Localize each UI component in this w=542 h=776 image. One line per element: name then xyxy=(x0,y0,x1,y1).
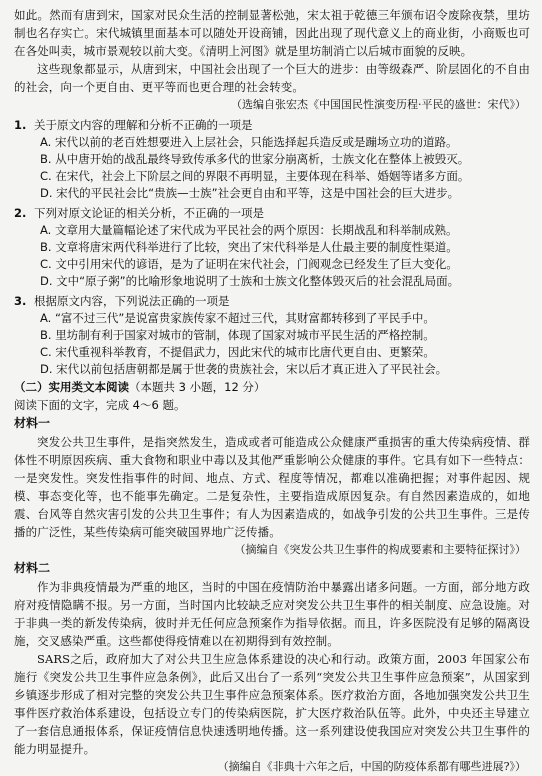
section-heading xyxy=(14,378,530,396)
question-1 xyxy=(14,116,530,202)
option-a: A. “富不过三代”是说富贵家族传家不超过三代，其财富都转移到了平民手中。 xyxy=(40,311,435,325)
question-number: 2. xyxy=(14,206,27,220)
section-title: （二）实用类文本阅读 xyxy=(14,380,129,394)
material-2-label: 材料二 xyxy=(14,561,51,575)
material-2-paragraph: 作为非典疫情最为严重的地区，当时的中国在疫情防治中暴露出诸多问题。一方面，部分地方政府对疫情隐瞒不报。另一方面，当时国内比较缺乏应对突发公共卫生事件的相关制度、应急设施。对于非典一类的新发传染病，彼时并无任何应急预案作为指导依据。而且，许多医院没有足够的隔离设施，交叉感染严重。这些都使得疫情难以在初期得到有效控制。 xyxy=(14,580,530,648)
option-c: C. 宋代重视科举教育，不提倡武力，因此宋代的城市比唐代更自由、更繁荣。 xyxy=(40,345,435,359)
option-c: C. 文中引用宋代的谚语，是为了证明在宋代社会，门阀观念已经发生了巨大变化。 xyxy=(40,257,458,271)
question-2 xyxy=(14,204,530,290)
material-1-source: （摘编自《突发公共卫生事件的构成要素和主要特征探讨》） xyxy=(234,543,526,556)
question-text: 根据原文内容，下列说法正确的一项是 xyxy=(34,294,230,308)
material-1-label: 材料一 xyxy=(14,416,51,430)
material-1-text: 突发公共卫生事件，是指突然发生，造成或者可能造成公众健康严重损害的重大传染病疫情、群体性不明原因疾病、重大食物和职业中毒以及其他严重影响公众健康的事件。它具有如下一些特点：一是突发性。突发性指事件的时间、地点、方式、程度等情况，都难以准确把握；对事件起因、规模、事态变化等，也不能事先确定。二是复杂性，主要指造成原因复杂。有自然因素造成的，如地震、台风等自然灾害引发的公共卫生事件；有人为因素造成的，如战争引发的公共卫生事件。三是传播的广泛性，某些传染病可能突破国界地广泛传播。 xyxy=(14,435,530,539)
option-c: C. 在宋代，社会上下阶层之间的界限不再明显，主要体现在科举、婚姻等诸多方面。 xyxy=(40,169,470,183)
passage-source: （选编自张宏杰《中国国民性演变历程·平民的盛世：宋代》） xyxy=(231,98,526,111)
option-b: B. 从中唐开始的战乱最终导致传承多代的世家分崩离析，士族文化在整体上被毁灭。 xyxy=(40,152,470,166)
question-stem xyxy=(14,204,530,222)
passage-paragraph: 这些现象都显示，从唐到宋，中国社会出现了一个巨大的进步：由等级森严、阶层固化的不自由的社会，向一个更自由、更平等而也更合理的社会转变。 xyxy=(14,62,530,94)
material-2-paragraph: SARS之后，政府加大了对公共卫生应急体系建设的决心和行动。政策方面，2003 年国家公布施行《突发公共卫生事件应急条例》，此后又出台了一系列“突发公共卫生事件应急预案”，从国家到乡镇逐步形成了相对完整的突发公共卫生事件应急预案体系。医疗救治方面，各地加强突发公共卫生事件医疗救治体系建设，包括设立专门的传染病医院，扩大医疗救治队伍等。此外，中央还主导建立了一套信息通报体系，保证疫情信息快速透明地传播。这一系列建设使我国应对突发公共卫生事件的能力明显提升。 xyxy=(14,652,530,756)
material-2-source: （摘编自《非典十六年之后，中国的防疫体系都有哪些进展?》） xyxy=(217,760,526,773)
option-a: A. 宋代以前的老百姓想要进入上层社会，只能选择起兵造反或是蹦场立功的道路。 xyxy=(40,135,458,149)
section-instruction: 阅读下面的文字，完成 4～6 题。 xyxy=(14,398,186,412)
question-3 xyxy=(14,292,530,378)
option-b: B. 文章将唐宋两代科举进行了比较，突出了宋代科举是人仕最主要的制度性渠道。 xyxy=(40,240,458,254)
question-text: 关于原文内容的理解和分析不正确的一项是 xyxy=(34,118,253,132)
question-stem xyxy=(14,116,530,134)
question-text: 下列对原文论证的相关分析，不正确的一项是 xyxy=(34,206,264,220)
question-stem xyxy=(14,292,530,310)
option-d: D. 宋代的平民社会比“贵族—士族”社会更自由和平等，这是中国社会的巨大进步。 xyxy=(40,186,460,200)
option-b: B. 里坊制有利于国家对城市的管制，体现了国家对城市平民生活的严格控制。 xyxy=(40,328,435,342)
question-number: 3. xyxy=(14,294,27,308)
passage-paragraph: 如此。然而有唐到宋，国家对民众生活的控制显著松弛，宋太祖于乾德三年颁布诏令废除夜禁，里坊制也名存实亡。宋代城镇里面基本可以随处开设商铺，因此出现了现代意义上的商业街，小商贩也可在各处叫卖，城市景观较以前大变。《清明上河图》就是里坊制消亡以后城市面貌的反映。 xyxy=(14,8,530,58)
section-score-info: （本题共 3 小题，12 分） xyxy=(129,380,266,394)
option-a: A. 文章用大量篇幅论述了宋代成为平民社会的两个原因：长期战乱和科举制成熟。 xyxy=(40,223,458,237)
option-d: D. 宋代以前包括唐朝都是属于世袭的贵族社会，宋以后才真正进入了平民社会。 xyxy=(40,362,448,376)
option-d: D. 文中“原子粥”的比喻形象地说明了士族和士族文化整体毁灭后的社会混乱局面。 xyxy=(40,274,460,288)
question-number: 1. xyxy=(14,118,27,132)
